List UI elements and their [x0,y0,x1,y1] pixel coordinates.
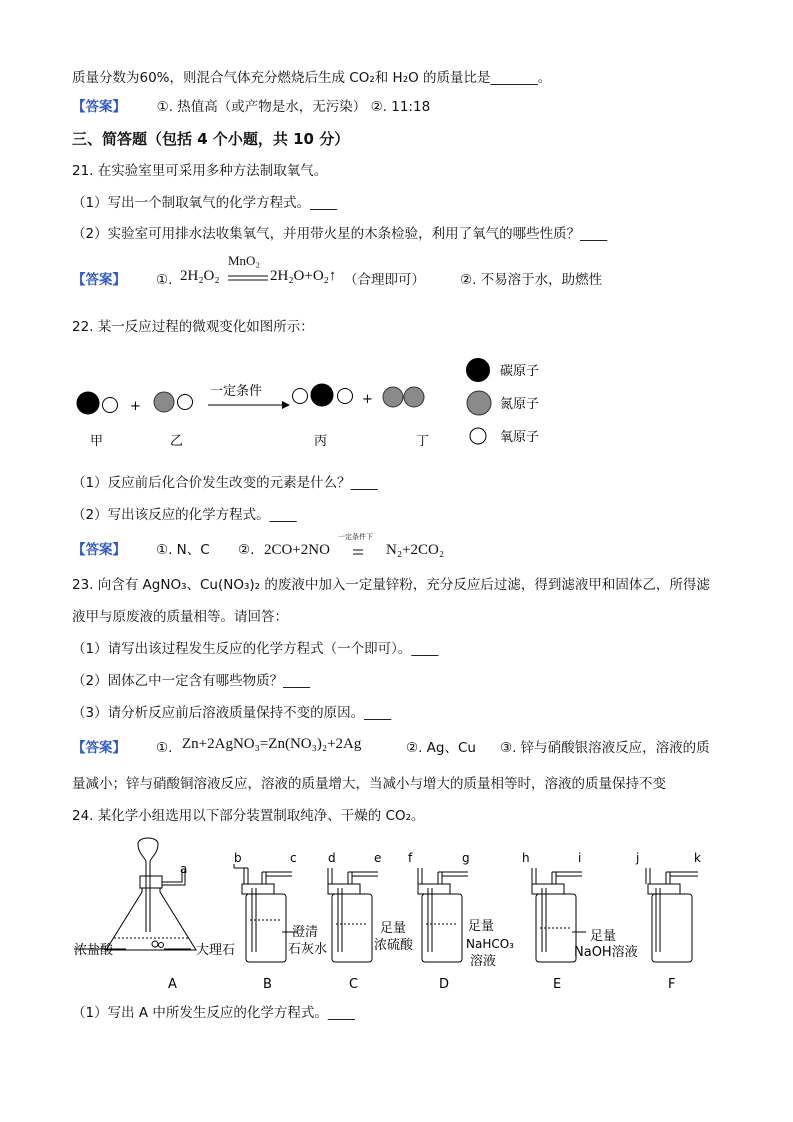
port-g: g [462,851,470,865]
oxygen-atom [338,389,353,404]
question-24: 24. 某化学小组选用以下部分装置制取纯净、干燥的 CO₂。 [72,808,425,824]
label-nahco3-3: 溶液 [470,954,497,969]
question-23-line1: 23. 向含有 AgNO₃、Cu(NO₃)₂ 的废液中加入一定量锌粉，充分反应后过滤，得到滤液甲和固体乙，所得滤 [72,577,710,593]
reaction-diagram [60,348,580,458]
answer-22-num1: ①. N、C [156,542,210,558]
port-d: d [328,851,336,865]
question-24-part1: （1）写出 A 中所发生反应的化学方程式。____ [72,1005,355,1021]
answer-21-num2: ②. 不易溶于水，助燃性 [460,272,603,288]
apparatus-a: A [168,977,177,992]
nitrogen-atom [404,387,424,407]
question-22-part1: （1）反应前后化合价发生改变的元素是什么？____ [72,475,378,491]
question-21-part1: （1）写出一个制取氧气的化学方程式。____ [72,195,338,211]
label-limewater-2: 石灰水 [288,942,328,957]
question-21: 21. 在实验室里可采用多种方法制取氧气。 [72,163,328,179]
port-c: c [290,851,297,865]
label-h2so4-2: 浓硫酸 [374,938,414,953]
plus-sign: + [362,392,373,407]
label-h2so4-1: 足量 [380,921,407,936]
question-22: 22. 某一反应过程的微观变化如图所示： [72,319,314,335]
oxygen-atom [178,395,193,410]
label-naoh-2: NaOH溶液 [574,945,638,960]
apparatus-c: C [349,977,359,992]
answer-21-catalyst: MnO₂ [228,253,260,268]
answer-label: 【答案】 [72,542,126,558]
label-bing: 丙 [314,434,328,449]
answer-21-rhs: 2H₂O+O₂↑ [270,268,337,284]
question-21-part2: （2）实验室可用排水法收集氧气，并用带火星的木条检验，利用了氧气的哪些性质？____ [72,226,608,242]
answer-22-rhs: N₂+2CO₂ [386,542,445,558]
legend-carbon-icon [466,358,490,382]
answer-22-condition: 一定条件下 [338,533,373,541]
oxygen-atom [103,398,118,413]
funnel [138,838,158,932]
answer-23-equation: Zn+2AgNO₃=Zn(NO₃)₂+2Ag [182,736,362,752]
section-heading: 三、简答题（包括 4 个小题，共 10 分） [72,130,350,148]
answer-23 [72,738,126,758]
legend-oxygen-icon [470,428,486,444]
label-nahco3-2: NaHCO₃ [466,937,514,951]
carbon-atom [77,392,99,414]
carbon-atom [311,384,333,406]
question-23-line2: 液甲与原废液的质量相等。请回答： [72,609,288,625]
answer-21-label [72,270,126,290]
label-yi: 乙 [170,434,184,449]
equals-sign [227,274,269,282]
answer-23-continuation: 量减小；锌与硝酸铜溶液反应，溶液的质量增大，当减小与增大的质量相等时，溶液的质量保持不变 [72,776,666,792]
answer-23-num1: ①. [156,740,173,756]
port-a: a [180,862,188,876]
answer-20-text: ①. 热值高（或产物是水，无污染） ②. 11:18 [156,99,431,115]
apparatus-diagram [66,832,726,1000]
label-conc-hcl: 浓盐酸 [74,943,114,958]
label-marble: 大理石 [196,943,236,958]
question-23-part1: （1）请写出该过程发生反应的化学方程式（一个即可）。____ [72,641,439,657]
answer-22 [72,540,126,560]
question-22-part2: （2）写出该反应的化学方程式。____ [72,507,297,523]
label-nahco3-1: 足量 [468,919,495,934]
legend-carbon: 碳原子 [500,364,540,379]
port-b: b [234,851,242,865]
equals-sign [352,548,364,556]
answer-22-num2: ②. [238,542,255,558]
question-23-part3: （3）请分析反应前后溶液质量保持不变的原因。____ [72,705,392,721]
answer-22-lhs: 2CO+2NO [264,542,330,558]
plus-sign: + [130,399,141,414]
port-i: i [578,851,582,865]
erlenmeyer-flask [106,888,196,950]
port-k: k [694,851,701,865]
answer-21-num1: ①. [156,272,173,288]
legend-nitrogen-icon [467,391,491,415]
answer-23-num3: ③. 锌与硝酸银溶液反应，溶液的质 [500,740,710,756]
answer-21-note: （合理即可） [344,272,425,288]
question-20-tail: 质量分数为60%，则混合气体充分燃烧后生成 CO₂和 H₂O 的质量比是_______。 [72,70,552,86]
apparatus-e: E [553,977,562,992]
answer-label: 【答案】 [72,99,126,115]
port-f: f [408,851,413,865]
question-23-part2: （2）固体乙中一定含有哪些物质？____ [72,673,311,689]
port-e: e [374,851,382,865]
answer-20 [72,97,430,117]
label-limewater-1: 澄清 [292,925,319,940]
nitrogen-atom [154,392,174,412]
label-jia: 甲 [90,434,104,449]
legend-oxygen: 氧原子 [500,430,540,445]
port-h: h [522,851,530,865]
answer-label: 【答案】 [72,740,126,756]
port-j: j [636,851,640,865]
reaction-condition: 一定条件 [210,384,263,399]
answer-23-num2: ②. Ag、Cu [406,740,476,756]
apparatus-b: B [263,977,272,992]
arrow-icon [282,401,290,409]
label-ding: 丁 [416,434,430,449]
label-naoh-1: 足量 [590,929,617,944]
answer-label: 【答案】 [72,272,126,288]
apparatus-f: F [668,977,676,992]
legend-nitrogen: 氮原子 [500,397,540,412]
answer-21-lhs: 2H₂O₂ [180,268,220,284]
oxygen-atom [293,389,308,404]
apparatus-d: D [439,977,450,992]
nitrogen-atom [383,387,403,407]
